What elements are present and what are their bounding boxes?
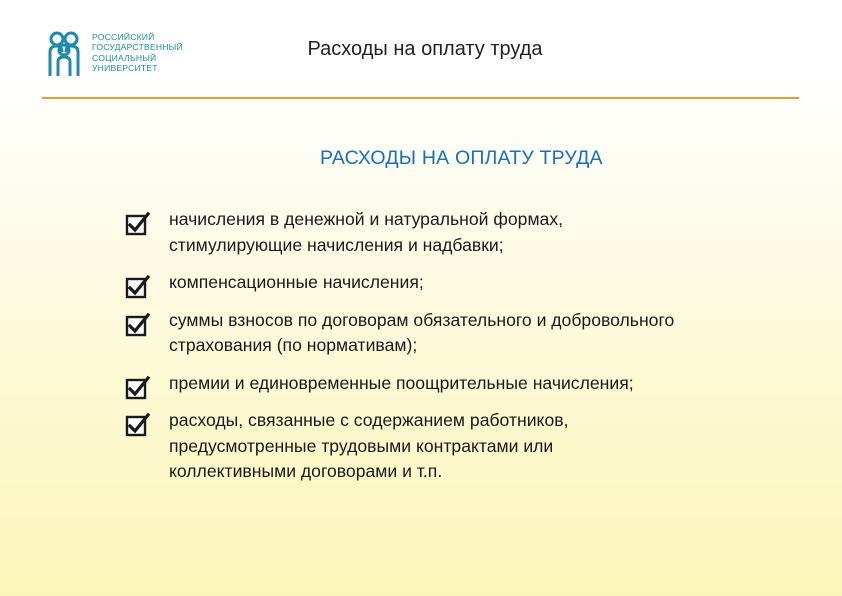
list-item-text: предусмотренные трудовыми контрактами или [169,435,554,456]
list-item [125,207,825,258]
list-item-text: компенсационные начисления; [169,272,424,292]
checkbox-checked-icon [125,311,151,337]
checkbox-checked-icon [125,210,151,236]
logo-line: ГОСУДАРСТВЕННЫЙ [92,42,183,53]
header-title: Расходы на оплату труда [307,38,543,60]
list-item-text: суммы взносов по договорам обязательного и добровольного [169,309,675,330]
list-item [125,371,825,397]
list-item-text: премии и единовременные поощрительные начисления; [169,372,634,393]
logo-figures-icon [46,30,88,78]
list-item [125,308,825,359]
list-item [125,270,825,296]
list-item-text: коллективными договорами и т.п. [169,461,443,481]
slide-heading: РАСХОДЫ НА ОПЛАТУ ТРУДА [320,147,603,169]
list-item-text: начисления в денежной и натуральной формах, [169,209,564,229]
checkbox-checked-icon [125,374,151,400]
logo-line: РОССИЙСКИЙ [92,32,155,42]
checkbox-checked-icon [125,411,151,437]
header-divider [42,97,799,99]
logo-line: СОЦИАЛЬНЫЙ [92,52,157,63]
bullet-list [125,207,825,497]
checkbox-checked-icon [125,273,151,299]
list-item-text: стимулирующие начисления и надбавки; [169,234,504,255]
list-item-text: страхования (по нормативам); [169,335,418,355]
logo-line: УНИВЕРСИТЕТ [92,62,158,73]
list-item-text: расходы, связанные с содержанием работников, [169,410,569,430]
university-logo [46,30,196,78]
list-item [125,408,825,485]
logo-text [92,32,196,73]
